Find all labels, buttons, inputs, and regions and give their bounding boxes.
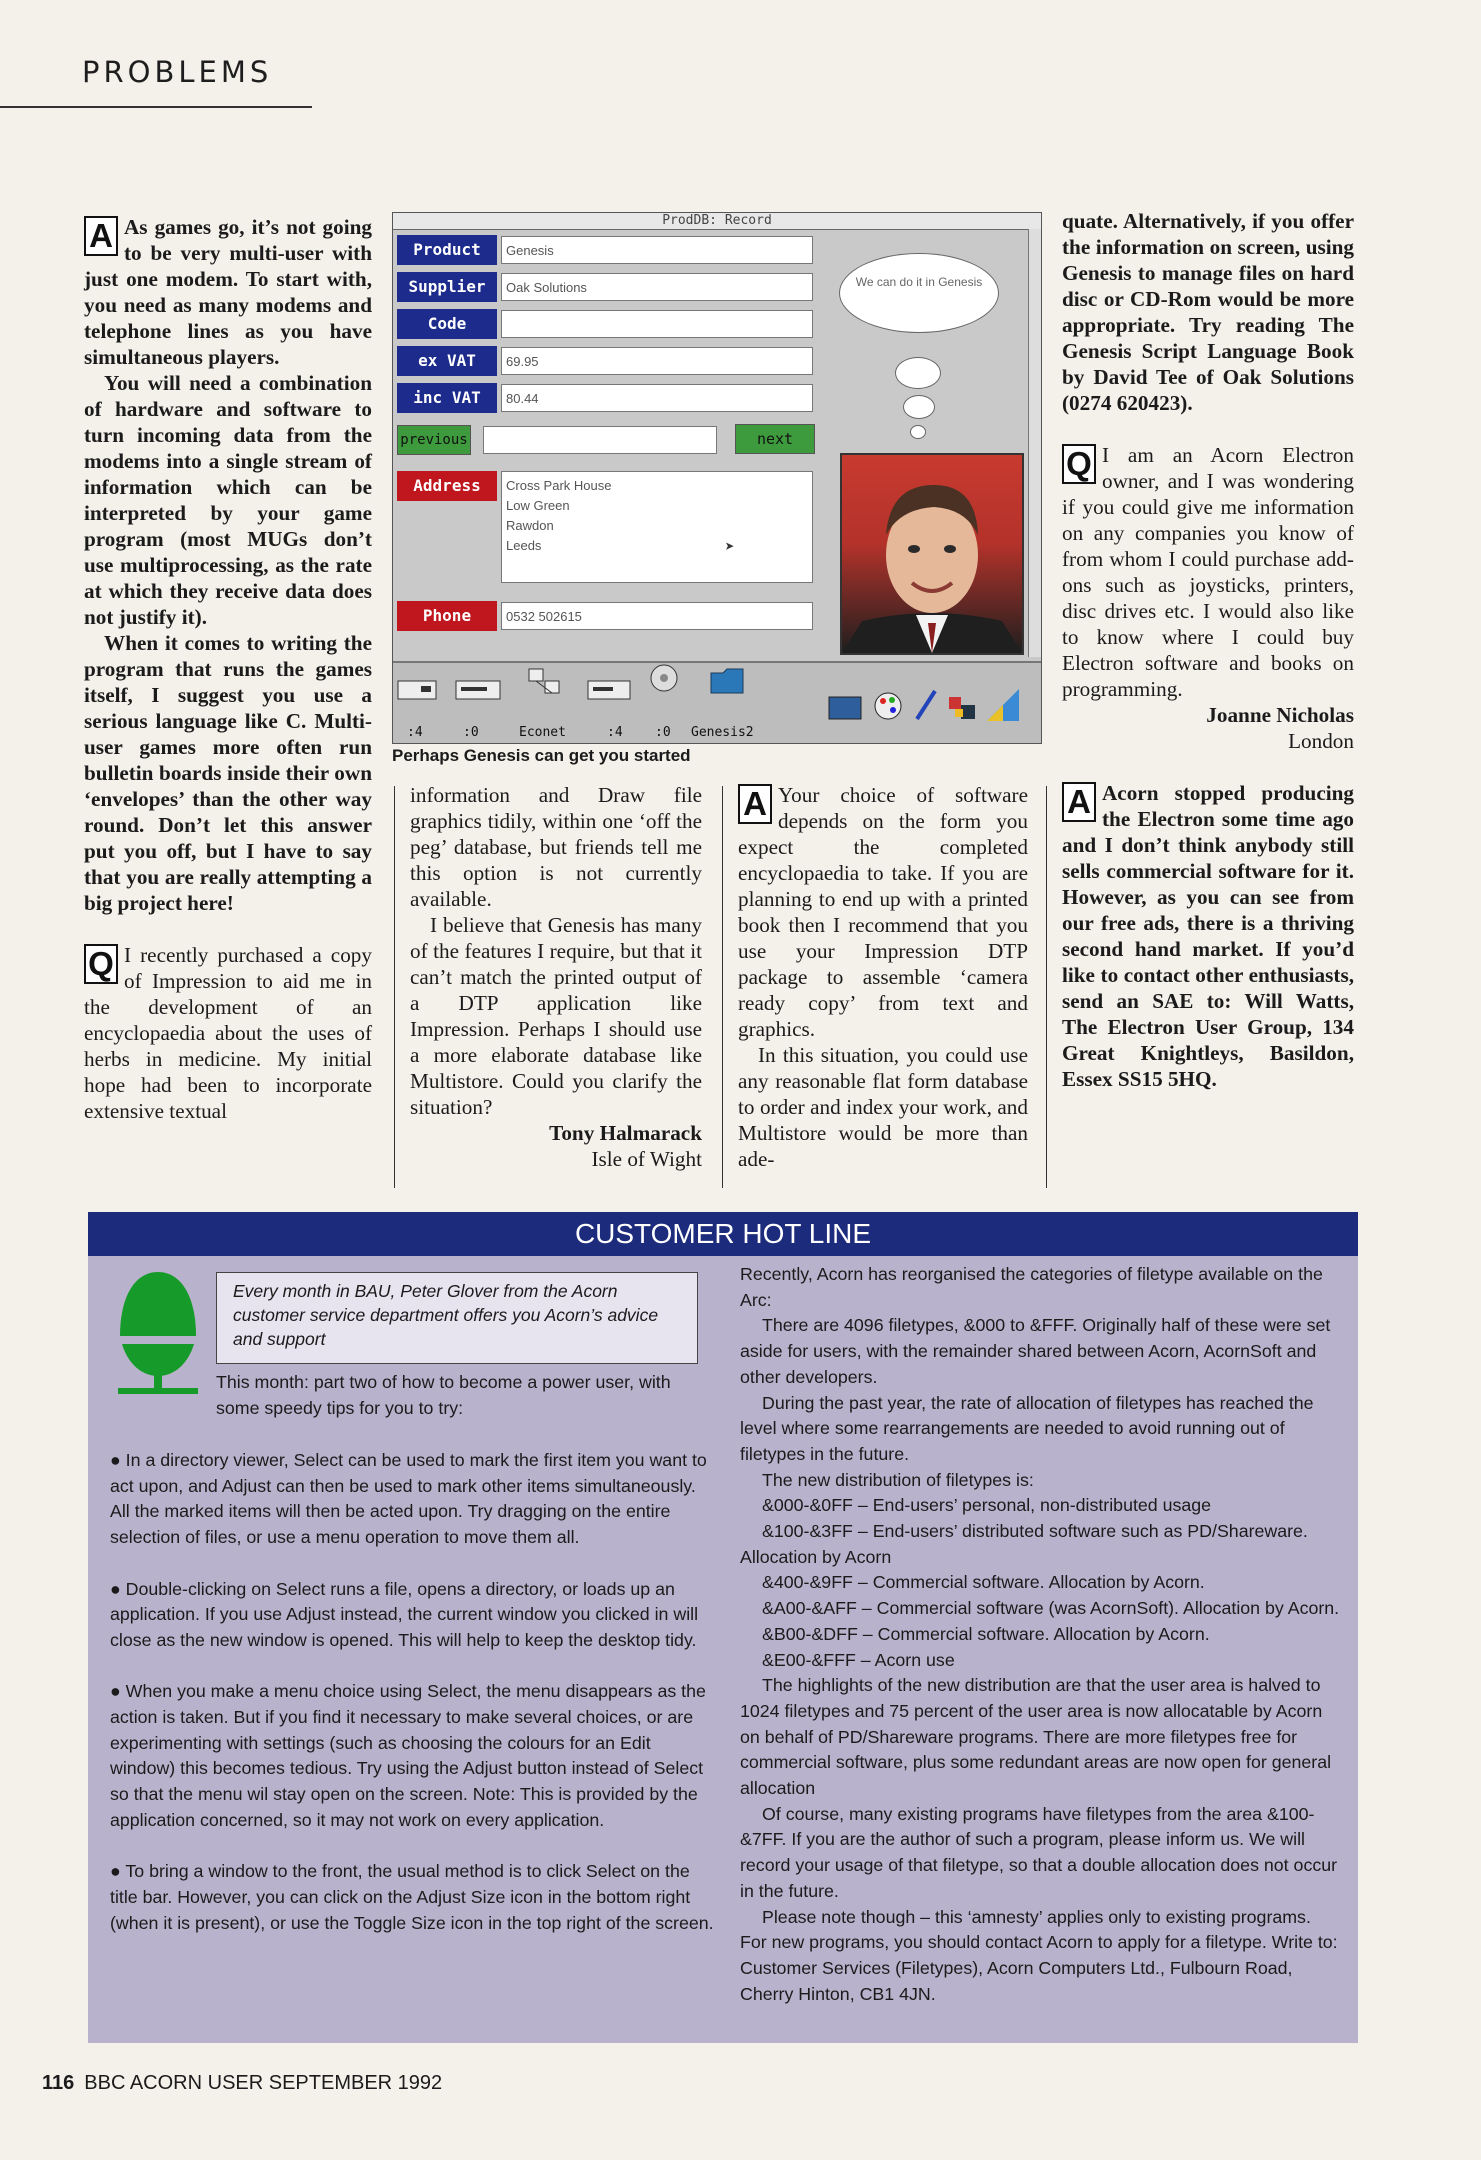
genesis-screenshot [392, 212, 1042, 744]
question-paragraph: information and Draw file graphics tidily, within one ‘off the peg’ database, but friends tell me this option is not currently available. [410, 783, 702, 911]
iconbar-label: Econet [519, 725, 566, 740]
field-value-inc-vat: 80.44 [501, 384, 813, 412]
page-footer [42, 2072, 442, 2095]
column-3 [738, 782, 1028, 1172]
next-button: next [735, 424, 815, 454]
palette-icon [873, 689, 903, 723]
field-label-address: Address [397, 471, 497, 501]
hotline-title: CUSTOMER HOT LINE [88, 1212, 1358, 1256]
answer-dropcap: A [738, 784, 772, 824]
draw-icon [947, 691, 981, 723]
hotline-intro: Every month in BAU, Peter Glover from the Acorn customer service department offers you Acorn’s advice and support [216, 1272, 698, 1364]
field-label-inc-vat: inc VAT [397, 383, 497, 413]
hotline-filetypes [740, 1262, 1342, 2007]
cd-rom-icon [649, 663, 679, 693]
field-label-supplier: Supplier [397, 272, 497, 302]
filetype-range: &E00-&FFF – Acorn use [762, 1649, 955, 1670]
answer-block [84, 214, 372, 916]
question-paragraph: I am an Acorn Electron owner, and I was wondering if you could give me information on any companies you know of from whom I could purchase add-ons such as joysticks, printers, disc drives etc. I would also like to know where I could buy Electron software and books on programming. [1062, 443, 1354, 701]
customer-hotline-box [88, 1212, 1358, 2043]
thought-bubble-medium [903, 395, 935, 419]
field-label-ex-vat: ex VAT [397, 346, 497, 376]
answer-paragraph: You will need a combination of hardware and software to turn incoming data from the modems into a single stream of information which can be interpreted by your game program (most MUGs don’t use multiprocessing, as the rate at which they receive data does not justify it). [84, 371, 372, 629]
tip-paragraph: ● Double-clicking on Select runs a file, opens a directory, or loads up an application. If you use Adjust instead, the current window you clicked in will close as the new window is opened. This will help to keep the desktop tidy. [110, 1578, 699, 1650]
filetype-paragraph: During the past year, the rate of allocation of filetypes has reached the level where some rearrangements are needed to avoid running out of filetypes in the future. [740, 1392, 1314, 1464]
tip-paragraph: ● In a directory viewer, Select can be used to mark the first item you want to act upon, and Adjust can then be used to mark other items simultaneously. All the marked items will then be acted upon. Try dragging on the entire selection of files, or use a menu operation to move them all. [110, 1450, 707, 1548]
answer-dropcap: A [1062, 782, 1096, 822]
filetype-range: &A00-&AFF – Commercial software (was AcornSoft). Allocation by Acorn. [762, 1598, 1340, 1619]
filetype-range: &000-&0FF – End-users’ personal, non-distributed usage [762, 1495, 1212, 1516]
address-line: Leeds [506, 538, 542, 553]
signature-name: Tony Halmarack [549, 1121, 702, 1145]
filetype-paragraph: Of course, many existing programs have filetypes from the area &100-&7FF. If you are the author of such a program, please inform us. We will record your usage of that filetype, so that a double allocation does not occur in the future. [740, 1803, 1338, 1901]
edit-pen-icon [913, 687, 941, 723]
ram-disc-icon [587, 679, 631, 701]
answer-paragraph: Acorn stopped producing the Electron some time ago and I don’t think anybody still sells commercial software for it. However, as you can see from our free ads, there is a thriving second hand market. If you’d like to contact other enthusiasts, send an SAE to: Will Watts, The Electron User Group, 134 Great Knightleys, Basildon, Essex SS15 5HQ. [1062, 781, 1354, 1091]
floppy-drive-icon [397, 679, 437, 701]
column-2 [410, 782, 702, 1172]
section-heading: PROBLEMS [82, 55, 273, 89]
filetype-paragraph: The highlights of the new distribution are that the user area is halved to 1024 filetypes and 75 percent of the user area is now allocatable by Acorn on behalf of PD/Shareware programs. There are more filetypes free for commercial software, plus some redundant areas are now open for general allocation [740, 1675, 1332, 1799]
hard-disc-icon [455, 679, 501, 701]
paint-icon [985, 687, 1021, 723]
tip-paragraph: ● When you make a menu choice using Select, the menu disappears as the action is taken. But if you find it necessary to make several choices, or are experimenting with settings (such as choosing the colours for an Edit window) this becomes tedious. Try using the Adjust button instead of Select so that the menu wil stay open on the screen. Note: This is provided by the application concerned, so it may not work on every application. [110, 1681, 706, 1830]
hotline-tips [110, 1448, 716, 1936]
record-slider [483, 426, 717, 454]
address-line: Rawdon [506, 518, 554, 533]
filetype-range: &B00-&DFF – Commercial software. Allocation by Acorn. [762, 1623, 1210, 1644]
answer-paragraph: quate. Alternatively, if you offer the information on screen, using Genesis to manage files on hard disc or CD-Rom would be more appropriate. Try reading The Genesis Script Language Book by David Tee of Oak Solutions (0274 620423). [1062, 209, 1354, 415]
column-1 [84, 214, 372, 1124]
pointer-icon: ➤ [725, 537, 735, 556]
tip-paragraph: ● To bring a window to the front, the usual method is to click Select on the title bar. However, you can click on the Adjust Size icon in the bottom right (when it is present), or use the Toggle Size icon in the top right of the screen. [110, 1861, 714, 1933]
page-number: 116 [42, 2072, 75, 2094]
question-dropcap: Q [1062, 444, 1096, 484]
icon-bar [393, 661, 1041, 744]
monitor-icon [827, 693, 863, 723]
field-value-address [501, 471, 813, 583]
window-scrollbar [1028, 229, 1041, 657]
filetype-range: &100-&3FF – End-users’ distributed software such as PD/Shareware. Allocation by Acorn [740, 1521, 1308, 1567]
signature-name: Joanne Nicholas [1206, 703, 1354, 727]
address-line: Cross Park House [506, 478, 612, 493]
address-line: Low Green [506, 498, 570, 513]
answer-paragraph: Your choice of software depends on the form you expect the completed encyclopaedia to take. If you are planning to end up with a printed book then I recommend that you use your Impression DTP package to assemble ‘camera ready copy’ from text and graphics. [738, 783, 1028, 1041]
genesis-app-icon [709, 665, 745, 695]
field-value-ex-vat: 69.95 [501, 347, 813, 375]
field-label-product: Product [397, 235, 497, 265]
iconbar-label: :4 [607, 725, 623, 740]
answer-paragraph: As games go, it’s not going to be very multi-user with just one modem. To start with, you need as many modems and telephone lines as you have simultaneous players. [84, 215, 372, 369]
filetype-paragraph: There are 4096 filetypes, &000 to &FFF. Originally half of these were set aside for users, with the remainder shared between Acorn, AcornSoft and other developers. [740, 1315, 1331, 1387]
field-value-code [501, 310, 813, 338]
iconbar-label: :4 [407, 725, 423, 740]
magazine-issue: BBC ACORN USER SEPTEMBER 1992 [84, 2072, 443, 2094]
acorn-logo-icon [112, 1268, 204, 1400]
portrait-photo [840, 453, 1024, 655]
thought-bubble-large [895, 357, 941, 389]
hotline-lead: This month: part two of how to become a power user, with some speedy tips for you to try: [216, 1372, 671, 1418]
signature-place: Isle of Wight [591, 1147, 702, 1171]
previous-button: previous [397, 425, 471, 455]
field-value-phone: 0532 502615 [501, 602, 813, 630]
field-value-supplier: Oak Solutions [501, 273, 813, 301]
signature-place: London [1288, 729, 1354, 753]
column-rule [394, 786, 395, 1188]
field-label-code: Code [397, 309, 497, 339]
screenshot-caption: Perhaps Genesis can get you started [392, 746, 691, 765]
iconbar-label: :0 [655, 725, 671, 740]
answer-dropcap: A [84, 216, 118, 256]
answer-paragraph: In this situation, you could use any reasonable flat form database to order and index your work, and Multistore would be more than ade- [738, 1043, 1028, 1171]
filetype-paragraph: Recently, Acorn has reorganised the categories of filetype available on the Arc: [740, 1264, 1323, 1310]
field-label-phone: Phone [397, 601, 497, 631]
iconbar-label: :0 [463, 725, 479, 740]
window-title: ProdDB: Record [393, 213, 1041, 230]
filetype-range: &400-&9FF – Commercial software. Allocation by Acorn. [762, 1572, 1205, 1593]
answer-paragraph: When it comes to writing the program that runs the games itself, I suggest you use a serious language like C. Multi-user games more often run bulletin boards inside their own ‘envelopes’ than the other way round. Don’t let this answer put you off, but I have to say that you are really attempting a big project here! [84, 631, 372, 915]
column-rule [722, 786, 723, 1188]
question-paragraph: I recently purchased a copy of Impression to aid me in the development of an encyclopaedia about the uses of herbs in medicine. My initial hope had been to incorporate extensive textual [84, 943, 372, 1123]
section-rule [0, 106, 312, 108]
thought-bubble-small [910, 425, 926, 439]
column-4 [1062, 208, 1354, 1092]
column-rule [1046, 786, 1047, 1188]
question-dropcap: Q [84, 944, 118, 984]
filetype-paragraph: The new distribution of filetypes is: [762, 1469, 1034, 1490]
iconbar-label: Genesis2 [691, 725, 754, 740]
speech-bubble: We can do it in Genesis [839, 253, 999, 333]
question-paragraph: I believe that Genesis has many of the features I require, but that it can’t match the printed output of a DTP application like Impression. Perhaps I should use a more elaborate database like Multistore. Could you clarify the situation? [410, 913, 702, 1119]
econet-icon [527, 667, 561, 703]
filetype-paragraph: Please note though – this ‘amnesty’ applies only to existing programs. For new programs, you should contact Acorn to apply for a filetype. Write to: Customer Services (Filetypes), Acorn Computers Ltd., Fulbourn Road, Cherry Hinton, CB1 4JN. [740, 1906, 1338, 2004]
field-value-product: Genesis [501, 236, 813, 264]
